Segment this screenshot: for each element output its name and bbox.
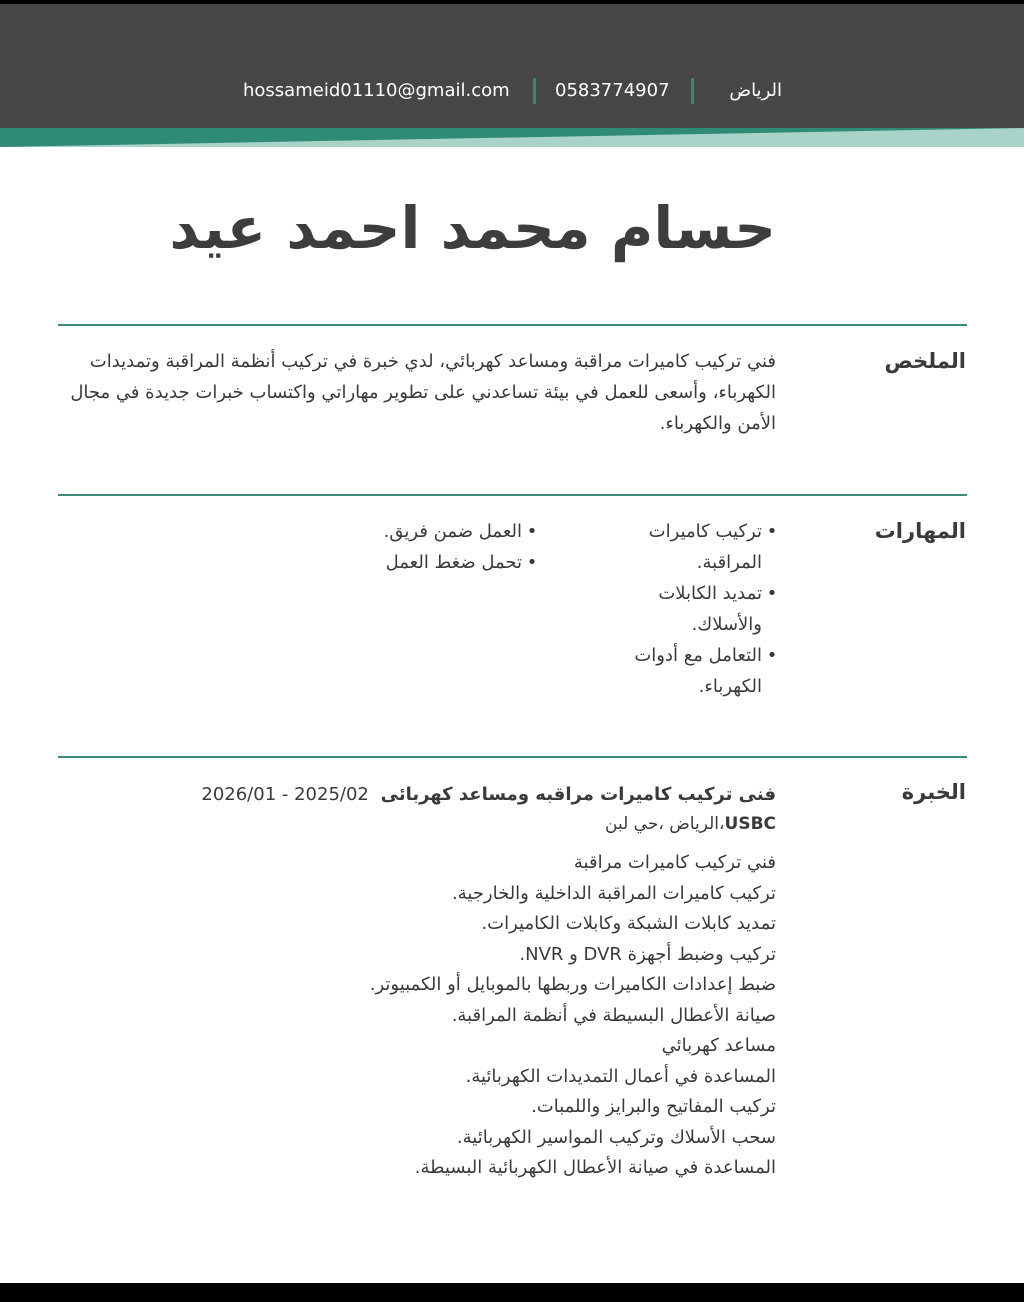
duty-line: سحب الأسلاك وتركيب المواسير الكهربائية. — [456, 1126, 776, 1148]
header-band — [0, 4, 1024, 128]
duty-line: تركيب وضبط أجهزة DVR و NVR. — [519, 943, 776, 965]
company-name: USBC — [724, 814, 776, 834]
company-line — [200, 810, 776, 838]
section-rule — [58, 756, 967, 758]
contact-phone[interactable]: 0583774907 — [555, 80, 670, 101]
company-location: الرياض ،حي لبن — [605, 814, 720, 834]
job-role: فنى تركيب كاميرات مراقبه ومساعد كهربائى — [380, 784, 776, 805]
skills-title: المهارات — [874, 519, 966, 543]
experience-title: الخبرة — [901, 780, 966, 804]
skills-column-2 — [358, 516, 538, 578]
job-dates: 2026/01 - 2025/02 — [201, 784, 369, 805]
skill-item: • التعامل مع أدوات الكهرباء. — [618, 640, 778, 702]
duty-line: المساعدة في صيانة الأعطال الكهربائية البسيطة. — [414, 1157, 776, 1178]
duty-line: تركيب المفاتيح والبرايز واللمبات. — [531, 1096, 776, 1117]
header-accent-stripe — [0, 122, 1024, 150]
bullet-icon: • — [766, 521, 778, 542]
duty-line: تركيب كاميرات المراقبة الداخلية والخارجية. — [451, 882, 776, 904]
skill-item: • العمل ضمن فريق. — [358, 516, 538, 547]
bottom-edge — [0, 1283, 1024, 1302]
bullet-icon: • — [526, 552, 538, 573]
contact-city: الرياض — [729, 80, 782, 101]
experience-header — [200, 779, 776, 810]
bullet-icon: • — [526, 521, 538, 542]
skills-list — [360, 516, 778, 706]
summary-title: الملخص — [884, 349, 966, 373]
skill-item: • تركيب كاميرات المراقبة. — [618, 516, 778, 578]
contact-divider — [533, 78, 536, 104]
contact-divider — [691, 78, 694, 104]
contact-email[interactable]: hossameid01110@gmail.com — [243, 80, 510, 101]
duty-line: مساعد كهربائي — [661, 1035, 776, 1056]
experience-duties — [200, 848, 776, 1184]
duty-line: ضبط إعدادات الكاميرات وربطها بالموبايل أو الكمبيوتر. — [369, 974, 776, 995]
company-separator: ، — [719, 814, 725, 834]
skill-item: • تمديد الكابلات والأسلاك. — [618, 578, 778, 640]
bullet-icon: • — [766, 583, 778, 604]
section-rule — [58, 494, 967, 496]
duty-line: فني تركيب كاميرات مراقبة — [573, 852, 776, 873]
duty-line: صيانة الأعطال البسيطة في أنظمة المراقبة. — [451, 1004, 776, 1026]
experience-entry — [200, 779, 776, 1184]
contact-row — [0, 76, 1024, 106]
section-rule — [58, 324, 967, 326]
duty-line: المساعدة في أعمال التمديدات الكهربائية. — [465, 1065, 776, 1087]
bullet-icon: • — [766, 645, 778, 666]
candidate-name: حسام محمد احمد عيد — [169, 194, 776, 262]
skills-column-1 — [618, 516, 778, 702]
skill-item: • تحمل ضغط العمل — [358, 547, 538, 578]
duty-line: تمديد كابلات الشبكة وكابلات الكاميرات. — [481, 913, 776, 934]
summary-text: فني تركيب كاميرات مراقبة ومساعد كهربائي، لدي خبرة في تركيب أنظمة المراقبة وتمديدات الكهرباء، وأسعى للعمل في بيئة تساعدني على تطوير مهاراتي واكتساب خبرات جديدة في مجال الأمن والكهرباء. — [70, 351, 776, 434]
